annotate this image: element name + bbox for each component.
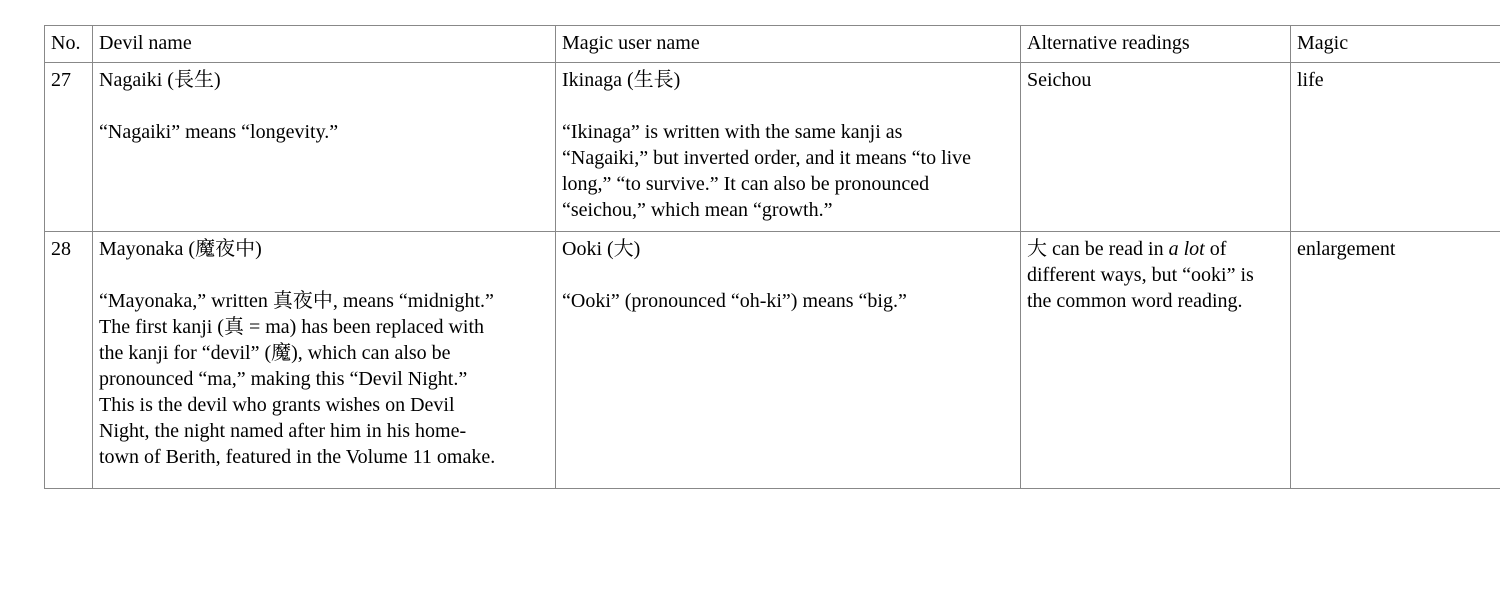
cell-no: 27 <box>45 63 93 232</box>
text-segment: 大 can be read in <box>1027 238 1169 260</box>
column-header-magic: Magic <box>1291 26 1500 63</box>
table-row-28 <box>45 232 1500 489</box>
cell-magic-user-name: Ikinaga (生長) “Ikinaga” is written with the same kanji as “Nagaiki,” but inverted order, and it means “to live long,” “to survive.” It can also be pronounced “seichou,” which mean “growth.” <box>556 63 1021 232</box>
cell-magic: life <box>1291 63 1500 232</box>
cell-no: 28 <box>45 232 93 489</box>
cell-alternative-readings: Seichou <box>1021 63 1291 232</box>
table-header-row <box>45 26 1500 63</box>
table-row-27 <box>45 63 1500 232</box>
cell-devil-name: Mayonaka (魔夜中) “Mayonaka,” written 真夜中, means “midnight.” The first kanji (真 = ma) has been replaced with the kanji for “devil” (魔), which can also be pronounced “ma,” making this “Devil Night.” This is the devil who grants wishes on Devil Night, the night named after him in his home- town of Berith, featured in the Volume 11 omake. <box>93 232 556 489</box>
italic-text-segment: a lot <box>1168 238 1205 260</box>
column-header-devil-name: Devil name <box>93 26 556 63</box>
column-header-no: No. <box>45 26 93 63</box>
column-header-alternative-readings: Alternative readings <box>1021 26 1291 63</box>
text-segment: of different ways, but “ooki” is the common word reading. <box>1027 238 1254 312</box>
cell-devil-name: Nagaiki (長生) “Nagaiki” means “longevity.” <box>93 63 556 232</box>
devil-names-table <box>44 25 1500 489</box>
column-header-magic-user-name: Magic user name <box>556 26 1021 63</box>
cell-magic: enlargement <box>1291 232 1500 489</box>
cell-magic-user-name: Ooki (大) “Ooki” (pronounced “oh-ki”) means “big.” <box>556 232 1021 489</box>
cell-alternative-readings <box>1021 232 1291 489</box>
